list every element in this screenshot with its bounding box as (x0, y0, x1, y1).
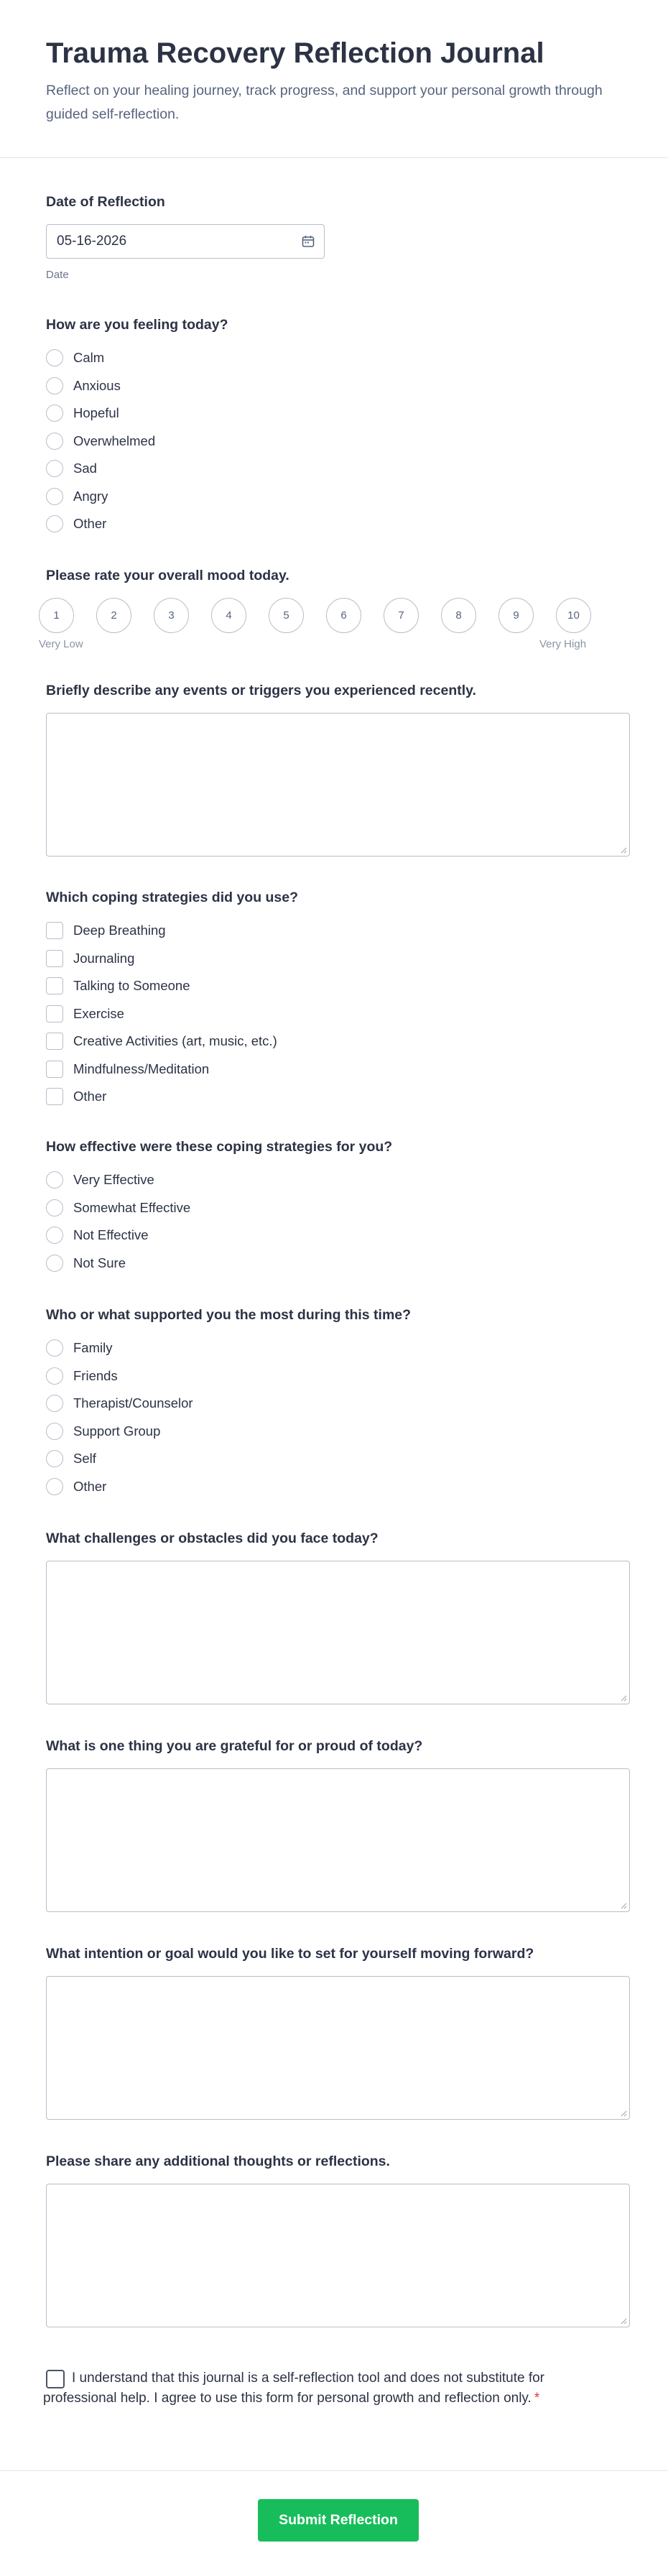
coping-label: Which coping strategies did you use? (46, 890, 299, 905)
scale-option-7[interactable]: 7 (384, 598, 419, 633)
resize-handle-icon[interactable] (620, 846, 627, 854)
feeling-question (46, 315, 630, 538)
support-question (46, 1306, 630, 1500)
consent-field (43, 2368, 563, 2409)
scale-option-8[interactable]: 8 (441, 598, 476, 633)
checkbox[interactable] (46, 950, 63, 967)
radio-button[interactable] (46, 1367, 63, 1385)
checkbox-option[interactable] (46, 945, 630, 973)
option-label: Support Group (73, 1423, 161, 1439)
option-label: Calm (73, 350, 105, 366)
radio-button[interactable] (46, 1227, 63, 1244)
scale-option-3[interactable]: 3 (154, 598, 189, 633)
checkbox-option[interactable] (46, 1083, 630, 1111)
events-question (46, 681, 630, 857)
radio-option[interactable] (46, 428, 630, 456)
feeling-options (46, 344, 630, 538)
scale-option-2[interactable]: 2 (96, 598, 131, 633)
events-label: Briefly describe any events or triggers you experienced recently. (46, 683, 476, 698)
scale-option-10[interactable]: 10 (556, 598, 591, 633)
checkbox-option[interactable] (46, 1000, 630, 1028)
radio-button[interactable] (46, 377, 63, 394)
radio-button[interactable] (46, 1450, 63, 1467)
scale-option-5[interactable]: 5 (269, 598, 304, 633)
resize-handle-icon[interactable] (620, 2110, 627, 2117)
calendar-icon[interactable] (301, 234, 315, 249)
intention-question (46, 1944, 630, 2120)
radio-button[interactable] (46, 433, 63, 450)
radio-button[interactable] (46, 460, 63, 477)
additional-question (46, 2152, 630, 2327)
effectiveness-label: How effective were these coping strategies for you? (46, 1139, 393, 1155)
checkbox[interactable] (46, 1005, 63, 1022)
radio-option[interactable] (46, 1250, 630, 1278)
scale-low-label: Very Low (39, 638, 83, 650)
radio-button[interactable] (46, 349, 63, 366)
checkbox[interactable] (46, 1061, 63, 1078)
effectiveness-question (46, 1137, 630, 1277)
mood-scale (39, 598, 613, 648)
option-label: Sad (73, 461, 97, 476)
checkbox[interactable] (46, 922, 63, 939)
radio-button[interactable] (46, 488, 63, 505)
option-label: Not Effective (73, 1227, 149, 1243)
radio-option[interactable] (46, 1362, 630, 1390)
radio-button[interactable] (46, 1199, 63, 1217)
intention-label: What intention or goal would you like to set for yourself moving forward? (46, 1946, 534, 1962)
page-title: Trauma Recovery Reflection Journal (46, 37, 544, 69)
radio-option[interactable] (46, 483, 630, 511)
option-label: Other (73, 516, 107, 532)
scale-option-1[interactable]: 1 (39, 598, 74, 633)
consent-text-wrap (43, 2368, 563, 2409)
checkbox[interactable] (46, 1033, 63, 1050)
option-label: Overwhelmed (73, 433, 156, 448)
scale-option-6[interactable]: 6 (326, 598, 361, 633)
radio-option[interactable] (46, 344, 630, 372)
date-value: 05-16-2026 (57, 234, 127, 249)
radio-option[interactable] (46, 1166, 630, 1194)
consent-text: I understand that this journal is a self-reflection tool and does not substitute for professional help. I agree to use this form for personal growth and reflection only. (43, 2370, 544, 2406)
option-label: Not Sure (73, 1255, 126, 1270)
resize-handle-icon[interactable] (620, 2317, 627, 2325)
grateful-textarea[interactable] (46, 1768, 630, 1912)
date-sublabel: Date (46, 269, 69, 281)
radio-option[interactable] (46, 1390, 630, 1418)
option-label: Other (73, 1478, 107, 1494)
grateful-question (46, 1737, 630, 1912)
support-label: Who or what supported you the most during this time? (46, 1307, 412, 1323)
mood-question (46, 566, 630, 585)
radio-option[interactable] (46, 1334, 630, 1362)
radio-option[interactable] (46, 400, 630, 428)
date-input[interactable] (46, 224, 325, 259)
radio-button[interactable] (46, 1339, 63, 1357)
option-label: Talking to Someone (73, 978, 190, 994)
option-label: Angry (73, 488, 108, 504)
page-subtitle: Reflect on your healing journey, track progress, and support your personal growth through guided self-reflection. (46, 83, 603, 122)
radio-option[interactable] (46, 1194, 630, 1222)
option-label: Anxious (73, 377, 121, 393)
checkbox-option[interactable] (46, 1056, 630, 1084)
radio-option[interactable] (46, 455, 630, 483)
option-label: Other (73, 1089, 107, 1104)
grateful-label: What is one thing you are grateful for or proud of today? (46, 1738, 423, 1754)
option-label: Self (73, 1451, 96, 1467)
date-label: Date of Reflection (46, 194, 165, 210)
option-label: Friends (73, 1367, 118, 1383)
checkbox[interactable] (46, 977, 63, 994)
footer-divider (0, 2470, 668, 2471)
option-label: Deep Breathing (73, 923, 166, 938)
radio-option[interactable] (46, 510, 630, 538)
option-label: Mindfulness/Meditation (73, 1061, 210, 1076)
checkbox-option[interactable] (46, 972, 630, 1000)
radio-button[interactable] (46, 1478, 63, 1495)
intention-textarea[interactable] (46, 1976, 630, 2120)
challenges-textarea[interactable] (46, 1561, 630, 1704)
effectiveness-options (46, 1166, 630, 1277)
checkbox-option[interactable] (46, 917, 630, 945)
radio-option[interactable] (46, 1473, 630, 1501)
radio-option[interactable] (46, 372, 630, 400)
form-header (0, 0, 668, 158)
resize-handle-icon[interactable] (620, 1902, 627, 1909)
scale-option-9[interactable]: 9 (498, 598, 534, 633)
challenges-label: What challenges or obstacles did you face today? (46, 1531, 379, 1546)
radio-button[interactable] (46, 1171, 63, 1188)
radio-button[interactable] (46, 1423, 63, 1440)
radio-option[interactable] (46, 1418, 630, 1446)
option-label: Exercise (73, 1005, 124, 1021)
option-label: Very Effective (73, 1172, 154, 1188)
radio-option[interactable] (46, 1445, 630, 1473)
required-mark: * (534, 2391, 540, 2406)
scale-option-4[interactable]: 4 (211, 598, 246, 633)
checkbox-option[interactable] (46, 1028, 630, 1056)
submit-button[interactable]: Submit Reflection (258, 2499, 419, 2542)
additional-label: Please share any additional thoughts or reflections. (46, 2153, 390, 2169)
events-textarea[interactable] (46, 713, 630, 857)
option-label: Journaling (73, 950, 135, 966)
option-label: Family (73, 1340, 113, 1356)
radio-button[interactable] (46, 515, 63, 532)
coping-question (46, 888, 630, 1111)
support-options (46, 1334, 630, 1500)
checkbox[interactable] (46, 1088, 63, 1105)
additional-textarea[interactable] (46, 2184, 630, 2327)
date-question (46, 193, 630, 281)
scale-high-label: Very High (539, 638, 587, 650)
option-label: Somewhat Effective (73, 1199, 191, 1215)
radio-button[interactable] (46, 1255, 63, 1272)
feeling-label: How are you feeling today? (46, 317, 228, 333)
option-label: Creative Activities (art, music, etc.) (73, 1033, 277, 1049)
coping-options (46, 917, 630, 1111)
radio-button[interactable] (46, 1395, 63, 1412)
radio-button[interactable] (46, 405, 63, 422)
resize-handle-icon[interactable] (620, 1694, 627, 1702)
challenges-question (46, 1529, 630, 1704)
option-label: Therapist/Counselor (73, 1395, 193, 1411)
option-label: Hopeful (73, 405, 119, 421)
radio-option[interactable] (46, 1222, 630, 1250)
mood-label: Please rate your overall mood today. (46, 568, 289, 583)
